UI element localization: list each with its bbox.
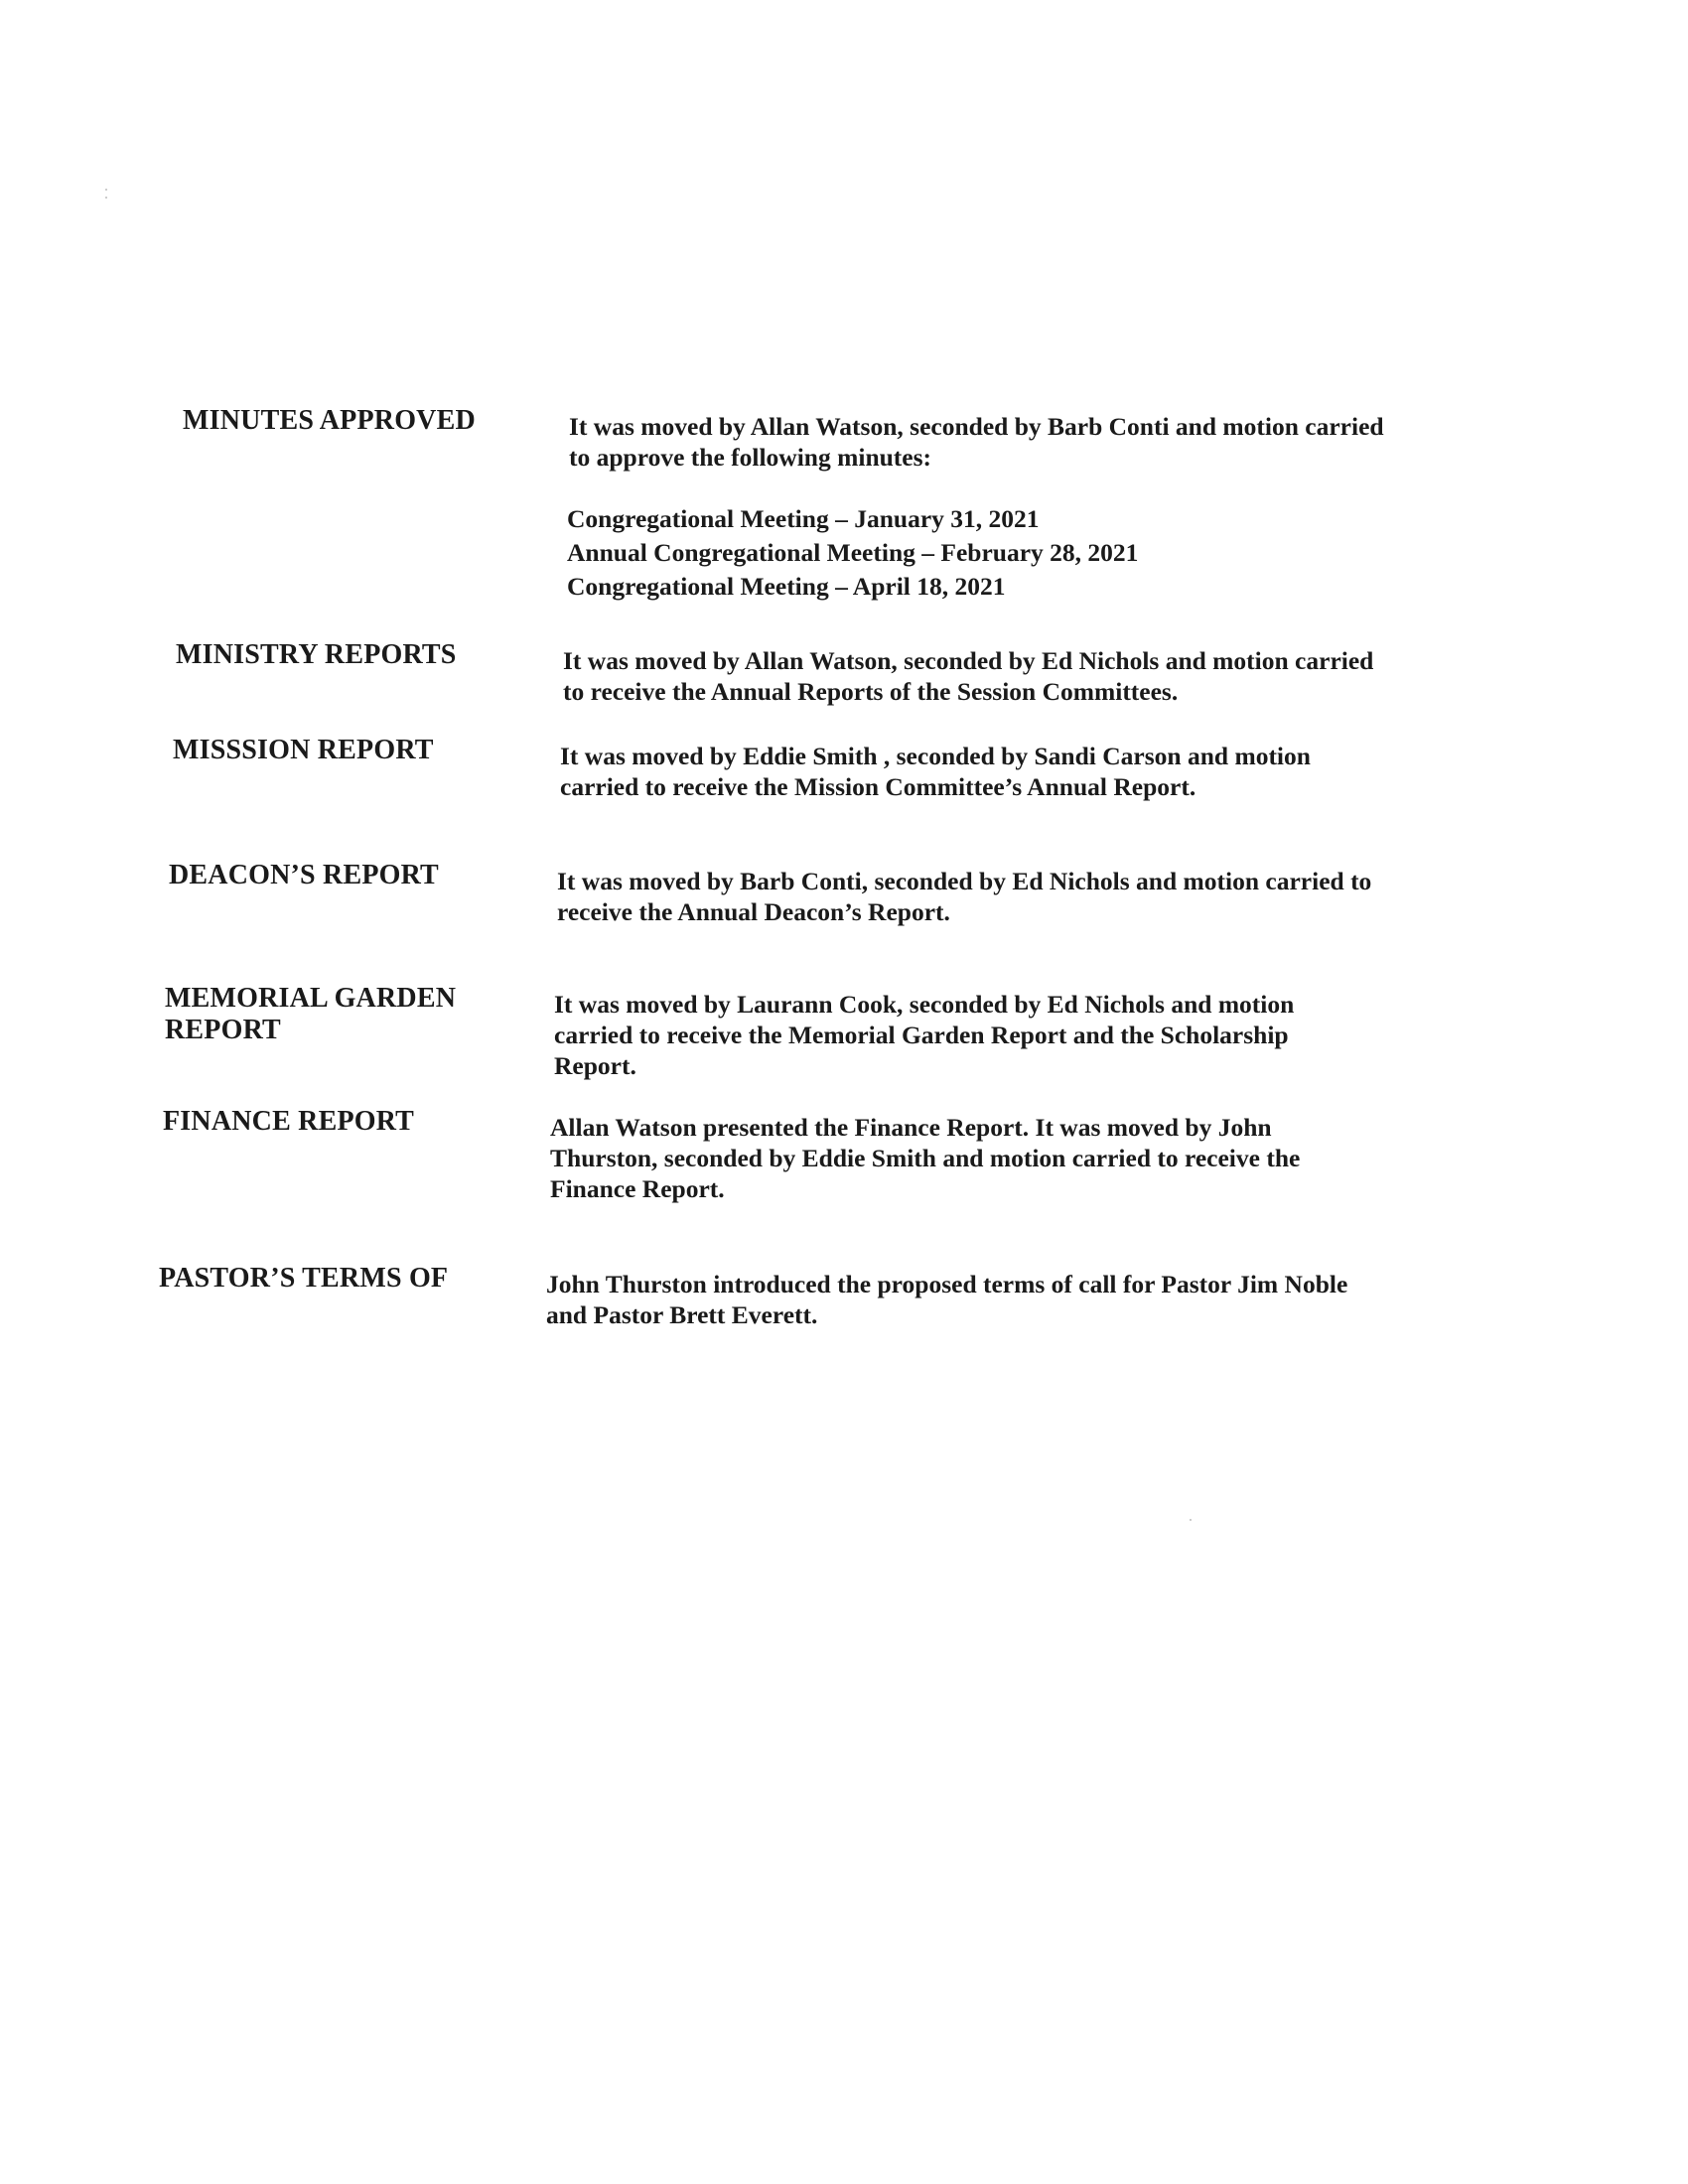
body-line: to approve the following minutes: <box>569 443 932 472</box>
body-line: It was moved by Allan Watson, seconded by Ed Nichols and motion carried <box>563 646 1374 675</box>
section-heading <box>163 1106 414 1138</box>
body-line: and Pastor Brett Everett. <box>546 1300 818 1329</box>
minutes-item: Congregational Meeting – April 18, 2021 <box>567 572 1006 601</box>
heading-line: MEMORIAL GARDEN <box>165 983 457 1014</box>
section-body <box>546 1269 1420 1330</box>
section-body <box>563 645 1437 707</box>
heading-line: MISSSION REPORT <box>173 735 434 765</box>
section-body <box>554 989 1428 1081</box>
body-line: Finance Report. <box>550 1174 725 1203</box>
minutes-item: Congregational Meeting – January 31, 2021 <box>567 504 1040 533</box>
body-line: carried to receive the Mission Committee’s Annual Report. <box>560 772 1196 801</box>
section-body <box>560 741 1434 802</box>
body-line: Report. <box>554 1051 636 1080</box>
section-heading <box>165 983 456 1046</box>
scan-speck <box>105 197 107 199</box>
body-line: John Thurston introduced the proposed terms of call for Pastor Jim Noble <box>546 1270 1348 1298</box>
section-heading <box>173 735 434 766</box>
body-line: to receive the Annual Reports of the Session Committees. <box>563 677 1179 706</box>
body-line: It was moved by Laurann Cook, seconded by Ed Nichols and motion <box>554 990 1295 1019</box>
section-body <box>557 866 1431 927</box>
section-heading <box>176 639 457 671</box>
section-body <box>569 411 1443 473</box>
body-line: It was moved by Allan Watson, seconded by Barb Conti and motion carried <box>569 412 1384 441</box>
body-line: receive the Annual Deacon’s Report. <box>557 897 950 926</box>
body-line: It was moved by Eddie Smith , seconded by Sandi Carson and motion <box>560 742 1311 770</box>
scan-speck <box>105 189 107 191</box>
heading-line: MINUTES APPROVED <box>183 405 476 436</box>
section-heading <box>183 405 476 437</box>
heading-line: DEACON’S REPORT <box>169 860 439 890</box>
heading-line: REPORT <box>165 1015 281 1045</box>
body-line: carried to receive the Memorial Garden Report and the Scholarship <box>554 1021 1289 1049</box>
minutes-item: Annual Congregational Meeting – February 28, 2021 <box>567 538 1139 567</box>
body-line: Thurston, seconded by Eddie Smith and motion carried to receive the <box>550 1144 1301 1172</box>
body-line: Allan Watson presented the Finance Report. It was moved by John <box>550 1113 1272 1142</box>
body-line: It was moved by Barb Conti, seconded by Ed Nichols and motion carried to <box>557 867 1372 895</box>
heading-line: FINANCE REPORT <box>163 1106 415 1137</box>
heading-line: PASTOR’S TERMS OF <box>159 1263 449 1294</box>
section-heading <box>169 860 439 891</box>
minutes-list <box>567 502 1138 604</box>
section-heading <box>159 1263 448 1295</box>
scan-speck <box>1190 1519 1192 1521</box>
heading-line: MINISTRY REPORTS <box>176 639 457 670</box>
section-body <box>550 1112 1424 1204</box>
